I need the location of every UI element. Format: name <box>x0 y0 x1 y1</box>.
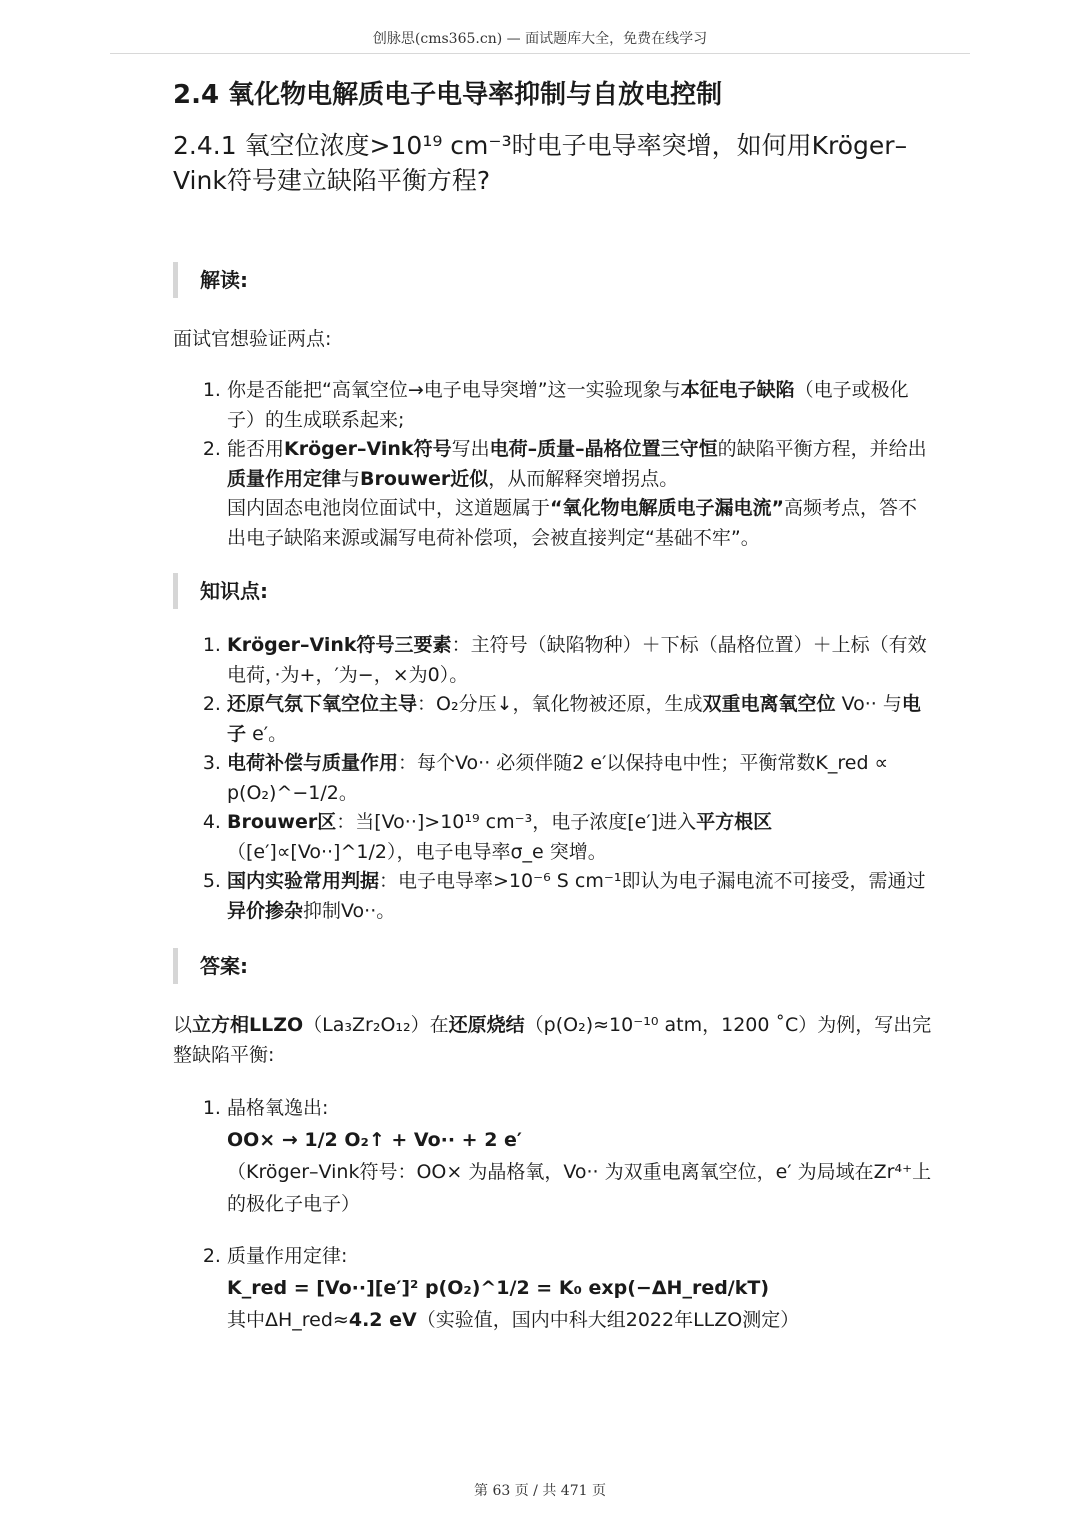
page-content <box>173 76 933 1336</box>
list-item: 2. 还原气氛下氧空位主导：O₂分压↓，氧化物被还原，生成双重电离氧空位 Vo·· 与电子 e′。 <box>227 690 933 749</box>
list-item: 4. Brouwer区：当[Vo··]>10¹⁹ cm⁻³，电子浓度[e′]进入平方根区（[e′]∝[Vo··]^1/2），电子电导率σ_e 突增。 <box>227 808 933 867</box>
page-footer: 第 63 页 / 共 471 页 <box>474 1483 606 1499</box>
list-item-note: 国内固态电池岗位面试中，这道题属于“氧化物电解质电子漏电流”高频考点，答不出电子缺陷来源或漏写电荷补偿项，会被直接判定“基础不牢”。 <box>227 497 918 549</box>
knowledge-heading: 知识点: <box>173 573 933 609</box>
page-header: 创脉思(cms365.cn) — 面试题库大全，免费在线学习 <box>372 31 708 47</box>
header-divider <box>110 53 970 54</box>
equation-2-note: 其中ΔH_red≈4.2 eV（实验值，国内中科大组2022年LLZO测定） <box>227 1309 800 1331</box>
interpretation-heading: 解读: <box>173 262 933 298</box>
answer-heading: 答案: <box>173 948 933 984</box>
interpretation-intro: 面试官想验证两点: <box>173 328 332 350</box>
equation-1-note: （Kröger–Vink符号：OO× 为晶格氧，Vo·· 为双重电离氧空位，e′ 为局域在Zr⁴⁺上的极化子电子） <box>227 1161 932 1215</box>
list-item: 5. 国内实验常用判据：电子电导率>10⁻⁶ S cm⁻¹即认为电子漏电流不可接受，需通过异价掺杂抑制Vo··。 <box>227 867 933 926</box>
list-item: 3. 电荷补偿与质量作用：每个Vo·· 必须伴随2 e′以保持电中性；平衡常数K_red ∝ p(O₂)^−1/2。 <box>227 749 933 808</box>
answer-list <box>173 1092 933 1336</box>
list-item: 2. 质量作用定律: K_red = [Vo··][e′]² p(O₂)^1/2 = K₀ exp(−ΔH_red/kT) 其中ΔH_red≈4.2 eV（实验值，国内中科大组2022年LLZO测定） <box>227 1240 933 1336</box>
list-item: 1. 你是否能把“高氧空位→电子电导突增”这一实验现象与本征电子缺陷（电子或极化子）的生成联系起来; <box>227 376 933 435</box>
equation-2: K_red = [Vo··][e′]² p(O₂)^1/2 = K₀ exp(−ΔH_red/kT) <box>227 1277 770 1299</box>
equation-1: OO× → 1/2 O₂↑ + Vo·· + 2 e′ <box>227 1129 522 1151</box>
answer-intro: 以立方相LLZO（La₃Zr₂O₁₂）在还原烧结（p(O₂)≈10⁻¹⁰ atm，1200 ˚C）为例，写出完整缺陷平衡: <box>173 1014 932 1066</box>
list-item: 1. 晶格氧逸出: OO× → 1/2 O₂↑ + Vo·· + 2 e′ （Kröger–Vink符号：OO× 为晶格氧，Vo·· 为双重电离氧空位，e′ 为局域在Zr⁴⁺上的极化子电子） <box>227 1092 933 1220</box>
list-item: 1. Kröger–Vink符号三要素：主符号（缺陷物种）＋下标（晶格位置）＋上标（有效电荷，·为+，′为−，×为0）。 <box>227 631 933 690</box>
interpretation-list <box>173 376 933 553</box>
question-title: 2.4.1 氧空位浓度>10¹⁹ cm⁻³时电子电导率突增，如何用Kröger–Vink符号建立缺陷平衡方程? <box>173 131 908 195</box>
knowledge-list <box>173 631 933 926</box>
list-item: 2. 能否用Kröger–Vink符号写出电荷–质量–晶格位置三守恒的缺陷平衡方程，并给出质量作用定律与Brouwer近似，从而解释突增拐点。 国内固态电池岗位面试中，这道题属于“氧化物电解质电子漏电流”高频考点，答不出电子缺陷来源或漏写电荷补偿项，会被直接判定“基础不牢”。 <box>227 435 933 553</box>
section-title: 2.4 氧化物电解质电子电导率抑制与自放电控制 <box>173 80 723 110</box>
